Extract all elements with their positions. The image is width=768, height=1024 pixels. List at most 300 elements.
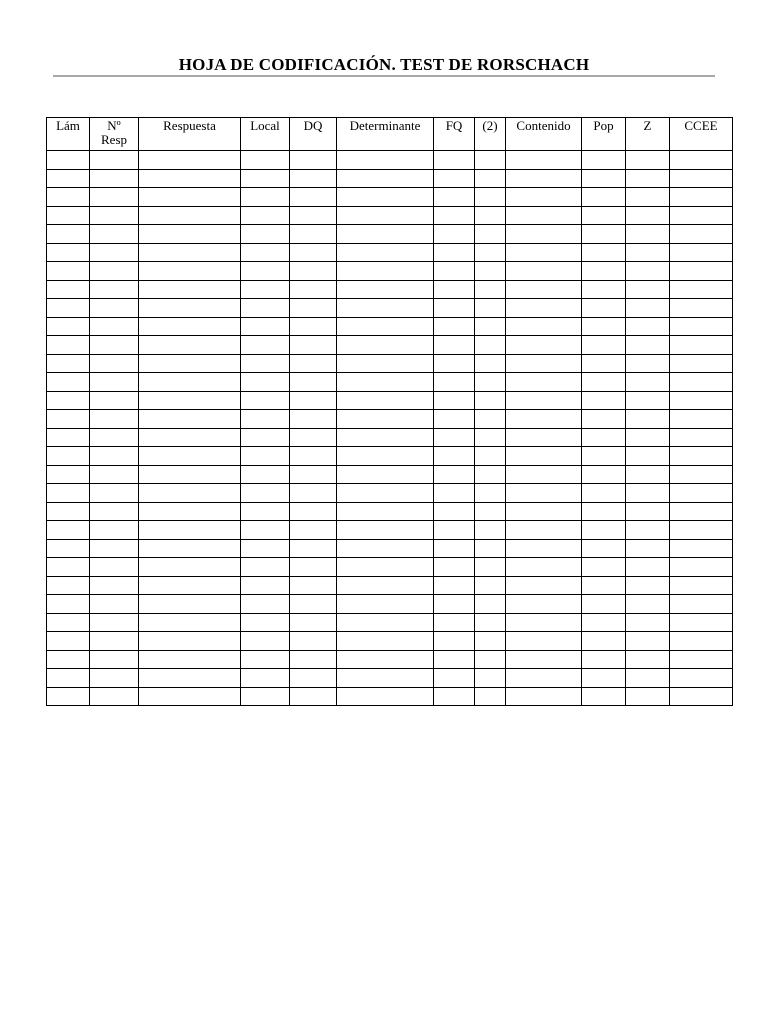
table-cell-n-resp[interactable]: [90, 391, 139, 410]
table-cell-determinante[interactable]: [337, 243, 434, 262]
table-cell-pop[interactable]: [582, 539, 626, 558]
table-cell-z[interactable]: [626, 225, 670, 244]
table-cell-local[interactable]: [241, 465, 290, 484]
table-cell-pop[interactable]: [582, 280, 626, 299]
table-cell-z[interactable]: [626, 558, 670, 577]
table-cell-respuesta[interactable]: [139, 428, 241, 447]
table-cell-ccee[interactable]: [670, 576, 733, 595]
table-cell-dos[interactable]: [475, 613, 506, 632]
table-cell-lam[interactable]: [47, 188, 90, 207]
table-cell-fq[interactable]: [434, 391, 475, 410]
table-cell-lam[interactable]: [47, 465, 90, 484]
table-cell-respuesta[interactable]: [139, 539, 241, 558]
table-cell-respuesta[interactable]: [139, 206, 241, 225]
table-cell-dos[interactable]: [475, 151, 506, 170]
table-cell-local[interactable]: [241, 299, 290, 318]
table-cell-pop[interactable]: [582, 225, 626, 244]
table-cell-determinante[interactable]: [337, 262, 434, 281]
table-cell-respuesta[interactable]: [139, 354, 241, 373]
table-cell-fq[interactable]: [434, 484, 475, 503]
table-cell-ccee[interactable]: [670, 188, 733, 207]
table-cell-dq[interactable]: [290, 262, 337, 281]
table-cell-n-resp[interactable]: [90, 262, 139, 281]
table-cell-lam[interactable]: [47, 558, 90, 577]
table-cell-fq[interactable]: [434, 687, 475, 706]
table-cell-dos[interactable]: [475, 410, 506, 429]
table-cell-z[interactable]: [626, 521, 670, 540]
table-cell-z[interactable]: [626, 447, 670, 466]
table-cell-z[interactable]: [626, 428, 670, 447]
table-cell-pop[interactable]: [582, 632, 626, 651]
table-cell-respuesta[interactable]: [139, 484, 241, 503]
table-cell-contenido[interactable]: [506, 391, 582, 410]
table-cell-ccee[interactable]: [670, 539, 733, 558]
table-cell-dq[interactable]: [290, 687, 337, 706]
table-cell-n-resp[interactable]: [90, 521, 139, 540]
table-cell-ccee[interactable]: [670, 354, 733, 373]
table-cell-pop[interactable]: [582, 558, 626, 577]
table-cell-respuesta[interactable]: [139, 595, 241, 614]
table-cell-dos[interactable]: [475, 595, 506, 614]
table-cell-determinante[interactable]: [337, 558, 434, 577]
table-cell-contenido[interactable]: [506, 169, 582, 188]
table-cell-lam[interactable]: [47, 206, 90, 225]
table-cell-determinante[interactable]: [337, 206, 434, 225]
table-cell-local[interactable]: [241, 539, 290, 558]
table-cell-dos[interactable]: [475, 225, 506, 244]
table-cell-ccee[interactable]: [670, 410, 733, 429]
table-cell-contenido[interactable]: [506, 299, 582, 318]
table-cell-n-resp[interactable]: [90, 188, 139, 207]
table-cell-determinante[interactable]: [337, 669, 434, 688]
table-cell-ccee[interactable]: [670, 151, 733, 170]
table-cell-ccee[interactable]: [670, 243, 733, 262]
table-cell-contenido[interactable]: [506, 373, 582, 392]
table-cell-dq[interactable]: [290, 373, 337, 392]
table-cell-local[interactable]: [241, 336, 290, 355]
table-cell-contenido[interactable]: [506, 428, 582, 447]
table-cell-determinante[interactable]: [337, 650, 434, 669]
table-cell-local[interactable]: [241, 595, 290, 614]
table-cell-contenido[interactable]: [506, 317, 582, 336]
table-cell-n-resp[interactable]: [90, 558, 139, 577]
table-cell-pop[interactable]: [582, 262, 626, 281]
table-cell-local[interactable]: [241, 262, 290, 281]
table-cell-fq[interactable]: [434, 410, 475, 429]
table-cell-lam[interactable]: [47, 299, 90, 318]
table-cell-local[interactable]: [241, 188, 290, 207]
table-cell-dos[interactable]: [475, 521, 506, 540]
table-cell-ccee[interactable]: [670, 502, 733, 521]
table-cell-dq[interactable]: [290, 502, 337, 521]
table-cell-lam[interactable]: [47, 280, 90, 299]
table-cell-ccee[interactable]: [670, 465, 733, 484]
table-cell-fq[interactable]: [434, 632, 475, 651]
table-cell-lam[interactable]: [47, 521, 90, 540]
table-cell-z[interactable]: [626, 669, 670, 688]
table-cell-dos[interactable]: [475, 299, 506, 318]
table-cell-determinante[interactable]: [337, 410, 434, 429]
table-cell-n-resp[interactable]: [90, 613, 139, 632]
table-cell-pop[interactable]: [582, 576, 626, 595]
table-cell-n-resp[interactable]: [90, 317, 139, 336]
table-cell-ccee[interactable]: [670, 428, 733, 447]
table-cell-contenido[interactable]: [506, 280, 582, 299]
table-cell-ccee[interactable]: [670, 373, 733, 392]
table-cell-dos[interactable]: [475, 373, 506, 392]
table-cell-lam[interactable]: [47, 539, 90, 558]
table-cell-determinante[interactable]: [337, 632, 434, 651]
table-cell-dq[interactable]: [290, 595, 337, 614]
table-cell-lam[interactable]: [47, 613, 90, 632]
table-cell-respuesta[interactable]: [139, 243, 241, 262]
table-cell-contenido[interactable]: [506, 632, 582, 651]
table-cell-fq[interactable]: [434, 595, 475, 614]
table-cell-respuesta[interactable]: [139, 650, 241, 669]
table-cell-local[interactable]: [241, 632, 290, 651]
table-cell-lam[interactable]: [47, 262, 90, 281]
table-cell-local[interactable]: [241, 206, 290, 225]
table-cell-z[interactable]: [626, 373, 670, 392]
table-cell-ccee[interactable]: [670, 613, 733, 632]
table-cell-lam[interactable]: [47, 576, 90, 595]
table-cell-z[interactable]: [626, 410, 670, 429]
table-cell-dos[interactable]: [475, 669, 506, 688]
table-cell-n-resp[interactable]: [90, 354, 139, 373]
table-cell-fq[interactable]: [434, 447, 475, 466]
table-cell-dq[interactable]: [290, 225, 337, 244]
table-cell-fq[interactable]: [434, 465, 475, 484]
table-cell-lam[interactable]: [47, 243, 90, 262]
table-cell-n-resp[interactable]: [90, 373, 139, 392]
table-cell-contenido[interactable]: [506, 613, 582, 632]
table-cell-ccee[interactable]: [670, 558, 733, 577]
table-cell-lam[interactable]: [47, 151, 90, 170]
table-cell-lam[interactable]: [47, 632, 90, 651]
table-cell-respuesta[interactable]: [139, 225, 241, 244]
table-cell-fq[interactable]: [434, 650, 475, 669]
table-cell-respuesta[interactable]: [139, 373, 241, 392]
table-cell-ccee[interactable]: [670, 317, 733, 336]
table-cell-z[interactable]: [626, 484, 670, 503]
table-cell-determinante[interactable]: [337, 539, 434, 558]
table-cell-determinante[interactable]: [337, 354, 434, 373]
table-cell-dq[interactable]: [290, 576, 337, 595]
table-cell-fq[interactable]: [434, 576, 475, 595]
table-cell-pop[interactable]: [582, 243, 626, 262]
table-cell-dq[interactable]: [290, 484, 337, 503]
table-cell-lam[interactable]: [47, 354, 90, 373]
table-cell-pop[interactable]: [582, 317, 626, 336]
table-cell-pop[interactable]: [582, 521, 626, 540]
table-cell-contenido[interactable]: [506, 687, 582, 706]
table-cell-n-resp[interactable]: [90, 299, 139, 318]
table-cell-contenido[interactable]: [506, 502, 582, 521]
table-cell-pop[interactable]: [582, 299, 626, 318]
table-cell-contenido[interactable]: [506, 447, 582, 466]
table-cell-determinante[interactable]: [337, 447, 434, 466]
table-cell-pop[interactable]: [582, 669, 626, 688]
table-cell-z[interactable]: [626, 465, 670, 484]
table-cell-dos[interactable]: [475, 354, 506, 373]
table-cell-local[interactable]: [241, 428, 290, 447]
table-cell-z[interactable]: [626, 613, 670, 632]
table-cell-dq[interactable]: [290, 151, 337, 170]
table-cell-dq[interactable]: [290, 447, 337, 466]
table-cell-respuesta[interactable]: [139, 169, 241, 188]
table-cell-local[interactable]: [241, 391, 290, 410]
table-cell-z[interactable]: [626, 280, 670, 299]
table-cell-pop[interactable]: [582, 188, 626, 207]
table-cell-fq[interactable]: [434, 539, 475, 558]
table-cell-contenido[interactable]: [506, 262, 582, 281]
table-cell-dos[interactable]: [475, 558, 506, 577]
table-cell-respuesta[interactable]: [139, 336, 241, 355]
table-cell-local[interactable]: [241, 521, 290, 540]
table-cell-respuesta[interactable]: [139, 262, 241, 281]
table-cell-ccee[interactable]: [670, 169, 733, 188]
table-cell-z[interactable]: [626, 391, 670, 410]
table-cell-n-resp[interactable]: [90, 502, 139, 521]
table-cell-fq[interactable]: [434, 502, 475, 521]
table-cell-n-resp[interactable]: [90, 280, 139, 299]
table-cell-pop[interactable]: [582, 613, 626, 632]
table-cell-dos[interactable]: [475, 428, 506, 447]
table-cell-local[interactable]: [241, 317, 290, 336]
table-cell-dos[interactable]: [475, 391, 506, 410]
table-cell-local[interactable]: [241, 669, 290, 688]
table-cell-dos[interactable]: [475, 539, 506, 558]
table-cell-z[interactable]: [626, 539, 670, 558]
table-cell-pop[interactable]: [582, 354, 626, 373]
table-cell-dq[interactable]: [290, 280, 337, 299]
table-cell-pop[interactable]: [582, 373, 626, 392]
table-cell-contenido[interactable]: [506, 354, 582, 373]
table-cell-dos[interactable]: [475, 206, 506, 225]
table-cell-n-resp[interactable]: [90, 576, 139, 595]
table-cell-dos[interactable]: [475, 262, 506, 281]
table-cell-z[interactable]: [626, 336, 670, 355]
table-cell-fq[interactable]: [434, 317, 475, 336]
table-cell-z[interactable]: [626, 262, 670, 281]
table-cell-z[interactable]: [626, 354, 670, 373]
table-cell-lam[interactable]: [47, 428, 90, 447]
table-cell-z[interactable]: [626, 650, 670, 669]
table-cell-dos[interactable]: [475, 632, 506, 651]
table-cell-n-resp[interactable]: [90, 151, 139, 170]
table-cell-n-resp[interactable]: [90, 465, 139, 484]
table-cell-determinante[interactable]: [337, 336, 434, 355]
table-cell-local[interactable]: [241, 151, 290, 170]
table-cell-n-resp[interactable]: [90, 169, 139, 188]
table-cell-dq[interactable]: [290, 632, 337, 651]
table-cell-lam[interactable]: [47, 317, 90, 336]
table-cell-fq[interactable]: [434, 151, 475, 170]
table-cell-fq[interactable]: [434, 428, 475, 447]
table-cell-dq[interactable]: [290, 354, 337, 373]
table-cell-lam[interactable]: [47, 484, 90, 503]
table-cell-fq[interactable]: [434, 280, 475, 299]
table-cell-respuesta[interactable]: [139, 558, 241, 577]
table-cell-fq[interactable]: [434, 354, 475, 373]
table-cell-dq[interactable]: [290, 299, 337, 318]
table-cell-fq[interactable]: [434, 336, 475, 355]
table-cell-ccee[interactable]: [670, 391, 733, 410]
table-cell-respuesta[interactable]: [139, 280, 241, 299]
table-cell-pop[interactable]: [582, 391, 626, 410]
table-cell-z[interactable]: [626, 502, 670, 521]
table-cell-contenido[interactable]: [506, 484, 582, 503]
table-cell-respuesta[interactable]: [139, 502, 241, 521]
table-cell-z[interactable]: [626, 317, 670, 336]
table-cell-n-resp[interactable]: [90, 336, 139, 355]
table-cell-respuesta[interactable]: [139, 465, 241, 484]
table-cell-dq[interactable]: [290, 169, 337, 188]
table-cell-lam[interactable]: [47, 169, 90, 188]
table-cell-contenido[interactable]: [506, 669, 582, 688]
table-cell-dq[interactable]: [290, 336, 337, 355]
table-cell-local[interactable]: [241, 243, 290, 262]
table-cell-dos[interactable]: [475, 243, 506, 262]
table-cell-respuesta[interactable]: [139, 613, 241, 632]
table-cell-pop[interactable]: [582, 650, 626, 669]
table-cell-lam[interactable]: [47, 225, 90, 244]
table-cell-pop[interactable]: [582, 502, 626, 521]
table-cell-determinante[interactable]: [337, 595, 434, 614]
table-cell-determinante[interactable]: [337, 188, 434, 207]
table-cell-n-resp[interactable]: [90, 669, 139, 688]
table-cell-determinante[interactable]: [337, 391, 434, 410]
table-cell-lam[interactable]: [47, 669, 90, 688]
table-cell-contenido[interactable]: [506, 465, 582, 484]
table-cell-ccee[interactable]: [670, 669, 733, 688]
table-cell-determinante[interactable]: [337, 299, 434, 318]
table-cell-z[interactable]: [626, 687, 670, 706]
table-cell-lam[interactable]: [47, 650, 90, 669]
table-cell-n-resp[interactable]: [90, 225, 139, 244]
table-cell-determinante[interactable]: [337, 373, 434, 392]
table-cell-z[interactable]: [626, 299, 670, 318]
table-cell-lam[interactable]: [47, 447, 90, 466]
table-cell-dos[interactable]: [475, 280, 506, 299]
table-cell-fq[interactable]: [434, 521, 475, 540]
table-cell-lam[interactable]: [47, 410, 90, 429]
table-cell-ccee[interactable]: [670, 632, 733, 651]
table-cell-determinante[interactable]: [337, 576, 434, 595]
table-cell-dq[interactable]: [290, 669, 337, 688]
table-cell-local[interactable]: [241, 373, 290, 392]
table-cell-dos[interactable]: [475, 447, 506, 466]
table-cell-lam[interactable]: [47, 595, 90, 614]
table-cell-z[interactable]: [626, 243, 670, 262]
table-cell-dq[interactable]: [290, 558, 337, 577]
table-cell-lam[interactable]: [47, 373, 90, 392]
table-cell-determinante[interactable]: [337, 225, 434, 244]
table-cell-fq[interactable]: [434, 669, 475, 688]
table-cell-dq[interactable]: [290, 465, 337, 484]
table-cell-ccee[interactable]: [670, 280, 733, 299]
table-cell-contenido[interactable]: [506, 539, 582, 558]
table-cell-contenido[interactable]: [506, 225, 582, 244]
table-cell-dos[interactable]: [475, 188, 506, 207]
table-cell-dos[interactable]: [475, 687, 506, 706]
table-cell-fq[interactable]: [434, 169, 475, 188]
table-cell-ccee[interactable]: [670, 595, 733, 614]
table-cell-pop[interactable]: [582, 447, 626, 466]
table-cell-respuesta[interactable]: [139, 317, 241, 336]
table-cell-z[interactable]: [626, 595, 670, 614]
table-cell-local[interactable]: [241, 484, 290, 503]
table-cell-determinante[interactable]: [337, 317, 434, 336]
table-cell-lam[interactable]: [47, 687, 90, 706]
table-cell-respuesta[interactable]: [139, 151, 241, 170]
table-cell-fq[interactable]: [434, 613, 475, 632]
table-cell-respuesta[interactable]: [139, 632, 241, 651]
table-cell-local[interactable]: [241, 169, 290, 188]
table-cell-z[interactable]: [626, 632, 670, 651]
table-cell-respuesta[interactable]: [139, 521, 241, 540]
table-cell-respuesta[interactable]: [139, 188, 241, 207]
table-cell-respuesta[interactable]: [139, 669, 241, 688]
table-cell-dos[interactable]: [475, 169, 506, 188]
table-cell-ccee[interactable]: [670, 687, 733, 706]
table-cell-respuesta[interactable]: [139, 687, 241, 706]
table-cell-determinante[interactable]: [337, 484, 434, 503]
table-cell-n-resp[interactable]: [90, 243, 139, 262]
table-cell-respuesta[interactable]: [139, 576, 241, 595]
table-cell-contenido[interactable]: [506, 521, 582, 540]
table-cell-dq[interactable]: [290, 206, 337, 225]
table-cell-ccee[interactable]: [670, 299, 733, 318]
table-cell-determinante[interactable]: [337, 502, 434, 521]
table-cell-dq[interactable]: [290, 428, 337, 447]
table-cell-local[interactable]: [241, 650, 290, 669]
table-cell-dq[interactable]: [290, 188, 337, 207]
table-cell-pop[interactable]: [582, 336, 626, 355]
table-cell-n-resp[interactable]: [90, 687, 139, 706]
table-cell-lam[interactable]: [47, 502, 90, 521]
table-cell-respuesta[interactable]: [139, 299, 241, 318]
table-cell-n-resp[interactable]: [90, 650, 139, 669]
table-cell-contenido[interactable]: [506, 558, 582, 577]
table-cell-z[interactable]: [626, 188, 670, 207]
table-cell-dos[interactable]: [475, 336, 506, 355]
table-cell-pop[interactable]: [582, 206, 626, 225]
table-cell-dq[interactable]: [290, 317, 337, 336]
table-cell-local[interactable]: [241, 502, 290, 521]
table-cell-z[interactable]: [626, 169, 670, 188]
table-cell-contenido[interactable]: [506, 206, 582, 225]
table-cell-determinante[interactable]: [337, 280, 434, 299]
table-cell-n-resp[interactable]: [90, 539, 139, 558]
table-cell-contenido[interactable]: [506, 151, 582, 170]
table-cell-ccee[interactable]: [670, 521, 733, 540]
table-cell-dos[interactable]: [475, 576, 506, 595]
table-cell-n-resp[interactable]: [90, 447, 139, 466]
table-cell-pop[interactable]: [582, 410, 626, 429]
table-cell-pop[interactable]: [582, 428, 626, 447]
table-cell-n-resp[interactable]: [90, 428, 139, 447]
table-cell-contenido[interactable]: [506, 576, 582, 595]
table-cell-pop[interactable]: [582, 687, 626, 706]
table-cell-pop[interactable]: [582, 465, 626, 484]
table-cell-local[interactable]: [241, 410, 290, 429]
table-cell-pop[interactable]: [582, 595, 626, 614]
table-cell-ccee[interactable]: [670, 447, 733, 466]
table-cell-dq[interactable]: [290, 521, 337, 540]
table-cell-dos[interactable]: [475, 502, 506, 521]
table-cell-contenido[interactable]: [506, 188, 582, 207]
